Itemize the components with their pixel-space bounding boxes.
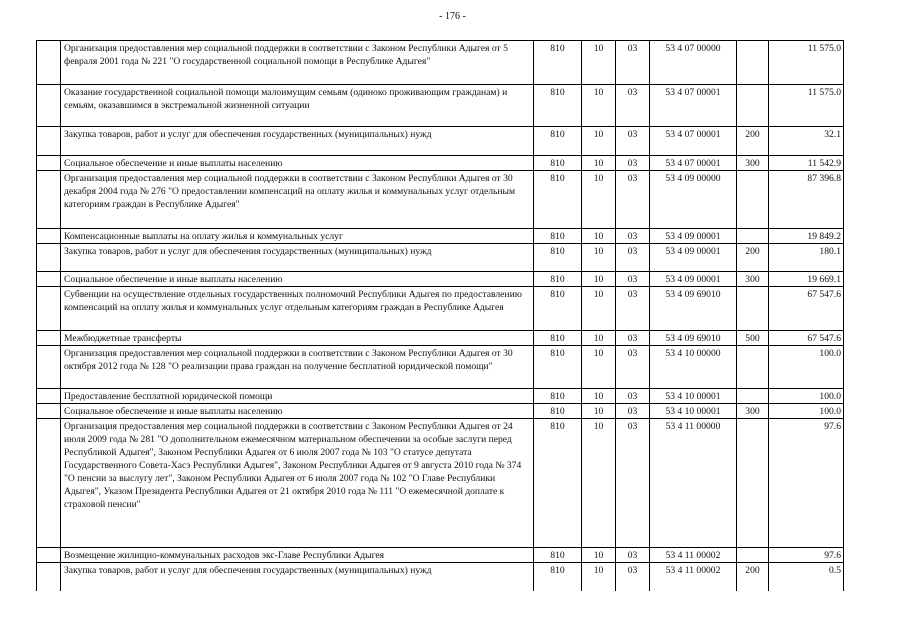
row-csr: 53 4 09 00001	[650, 244, 737, 272]
row-vr: 300	[737, 404, 769, 419]
table-row	[37, 41, 844, 85]
row-vr	[737, 85, 769, 127]
row-ved: 810	[534, 548, 582, 563]
row-vr	[737, 41, 769, 85]
row-name: Закупка товаров, работ и услуг для обеспечения государственных (муниципальных) нужд	[61, 127, 534, 156]
row-rz: 10	[582, 404, 616, 419]
table-row	[37, 229, 844, 244]
row-sum: 0.5	[769, 563, 844, 591]
row-vr	[737, 171, 769, 229]
row-ved: 810	[534, 389, 582, 404]
row-pr: 03	[616, 156, 650, 171]
row-csr: 53 4 10 00001	[650, 404, 737, 419]
row-blank-cell	[37, 41, 61, 85]
row-ved: 810	[534, 127, 582, 156]
row-blank-cell	[37, 127, 61, 156]
row-pr: 03	[616, 272, 650, 287]
row-sum: 97.6	[769, 419, 844, 548]
row-ved: 810	[534, 229, 582, 244]
row-name: Закупка товаров, работ и услуг для обеспечения государственных (муниципальных) нужд	[61, 563, 534, 591]
row-ved: 810	[534, 85, 582, 127]
row-sum: 97.6	[769, 548, 844, 563]
row-sum: 11 575.0	[769, 85, 844, 127]
row-vr: 300	[737, 272, 769, 287]
row-sum: 87 396.8	[769, 171, 844, 229]
row-ved: 810	[534, 419, 582, 548]
row-ved: 810	[534, 287, 582, 331]
row-ved: 810	[534, 563, 582, 591]
row-name: Социальное обеспечение и иные выплаты населению	[61, 404, 534, 419]
row-blank-cell	[37, 171, 61, 229]
row-sum: 19 849.2	[769, 229, 844, 244]
row-name: Межбюджетные трансферты	[61, 331, 534, 346]
row-sum: 180.1	[769, 244, 844, 272]
row-ved: 810	[534, 346, 582, 389]
row-name: Социальное обеспечение и иные выплаты населению	[61, 272, 534, 287]
row-vr: 200	[737, 127, 769, 156]
row-rz: 10	[582, 244, 616, 272]
row-sum: 11 575.0	[769, 41, 844, 85]
row-rz: 10	[582, 229, 616, 244]
row-sum: 32.1	[769, 127, 844, 156]
row-sum: 19 669.1	[769, 272, 844, 287]
row-rz: 10	[582, 171, 616, 229]
row-blank-cell	[37, 404, 61, 419]
row-csr: 53 4 07 00001	[650, 85, 737, 127]
table-row	[37, 404, 844, 419]
row-rz: 10	[582, 563, 616, 591]
row-rz: 10	[582, 419, 616, 548]
row-pr: 03	[616, 287, 650, 331]
row-vr: 500	[737, 331, 769, 346]
row-rz: 10	[582, 389, 616, 404]
row-csr: 53 4 07 00001	[650, 156, 737, 171]
row-sum: 67 547.6	[769, 287, 844, 331]
row-rz: 10	[582, 331, 616, 346]
row-sum: 11 542.9	[769, 156, 844, 171]
row-sum: 100.0	[769, 389, 844, 404]
table-row	[37, 171, 844, 229]
budget-table	[36, 40, 844, 591]
row-pr: 03	[616, 229, 650, 244]
row-csr: 53 4 07 00001	[650, 127, 737, 156]
table-row	[37, 244, 844, 272]
row-sum: 100.0	[769, 346, 844, 389]
row-rz: 10	[582, 272, 616, 287]
row-ved: 810	[534, 41, 582, 85]
row-pr: 03	[616, 41, 650, 85]
row-vr	[737, 389, 769, 404]
table-row	[37, 287, 844, 331]
row-csr: 53 4 10 00001	[650, 389, 737, 404]
row-ved: 810	[534, 156, 582, 171]
row-ved: 810	[534, 244, 582, 272]
row-blank-cell	[37, 156, 61, 171]
row-rz: 10	[582, 287, 616, 331]
row-blank-cell	[37, 346, 61, 389]
row-vr: 200	[737, 244, 769, 272]
row-csr: 53 4 10 00000	[650, 346, 737, 389]
row-ved: 810	[534, 272, 582, 287]
row-vr: 200	[737, 563, 769, 591]
row-vr	[737, 287, 769, 331]
row-name: Организация предоставления мер социальной поддержки в соответствии с Законом Республики Адыгея от 30 декабря 2004 года № 276 "О предоставлении компенсаций на оплату жилья и коммунальных услуг отдельным категориям граждан в Республике Адыгея"	[61, 171, 534, 229]
row-name: Социальное обеспечение и иные выплаты населению	[61, 156, 534, 171]
row-pr: 03	[616, 85, 650, 127]
table-row	[37, 389, 844, 404]
row-blank-cell	[37, 244, 61, 272]
row-rz: 10	[582, 85, 616, 127]
row-blank-cell	[37, 272, 61, 287]
row-csr: 53 4 09 00001	[650, 272, 737, 287]
row-blank-cell	[37, 419, 61, 548]
row-blank-cell	[37, 563, 61, 591]
row-vr	[737, 229, 769, 244]
row-csr: 53 4 09 00001	[650, 229, 737, 244]
row-rz: 10	[582, 548, 616, 563]
row-ved: 810	[534, 331, 582, 346]
row-name: Закупка товаров, работ и услуг для обеспечения государственных (муниципальных) нужд	[61, 244, 534, 272]
row-pr: 03	[616, 389, 650, 404]
row-blank-cell	[37, 85, 61, 127]
row-vr	[737, 346, 769, 389]
row-rz: 10	[582, 127, 616, 156]
table-row	[37, 85, 844, 127]
row-ved: 810	[534, 171, 582, 229]
row-sum: 67 547.6	[769, 331, 844, 346]
row-name: Организация предоставления мер социальной поддержки в соответствии с Законом Республики Адыгея от 24 июля 2009 года № 281 "О дополнительном ежемесячном материальном обеспечении за особые заслуги перед Республикой Адыгея", Законом Республики Адыгея от 6 июля 2007 года № 103 "О статусе депутата Государственного Совета-Хасэ Республики Адыгея", Законом Республики Адыгея от 9 августа 2010 года № 374 "О пенсии за выслугу лет", Законом Республики Адыгея от 6 июля 2007 года № 102 "О Главе Республики Адыгея", Указом Президента Республики Адыгея от 21 октября 2010 года № 111 "О ежемесячной доплате к страховой пенсии"	[61, 419, 534, 548]
row-pr: 03	[616, 127, 650, 156]
table-row	[37, 156, 844, 171]
row-ved: 810	[534, 404, 582, 419]
table-row	[37, 419, 844, 548]
row-csr: 53 4 11 00002	[650, 563, 737, 591]
row-vr: 300	[737, 156, 769, 171]
table-row	[37, 548, 844, 563]
row-name: Предоставление бесплатной юридической помощи	[61, 389, 534, 404]
row-csr: 53 4 11 00002	[650, 548, 737, 563]
page-number: - 176 -	[439, 11, 466, 22]
row-sum: 100.0	[769, 404, 844, 419]
row-pr: 03	[616, 563, 650, 591]
row-blank-cell	[37, 548, 61, 563]
row-blank-cell	[37, 331, 61, 346]
table-row	[37, 331, 844, 346]
row-blank-cell	[37, 229, 61, 244]
row-pr: 03	[616, 331, 650, 346]
row-name: Возмещение жилищно-коммунальных расходов экс-Главе Республики Адыгея	[61, 548, 534, 563]
row-pr: 03	[616, 244, 650, 272]
row-csr: 53 4 07 00000	[650, 41, 737, 85]
row-rz: 10	[582, 41, 616, 85]
table-row	[37, 272, 844, 287]
row-pr: 03	[616, 548, 650, 563]
row-vr	[737, 419, 769, 548]
row-rz: 10	[582, 346, 616, 389]
row-pr: 03	[616, 419, 650, 548]
table-row	[37, 127, 844, 156]
row-name: Организация предоставления мер социальной поддержки в соответствии с Законом Республики Адыгея от 5 февраля 2001 года № 221 "О государственной социальной помощи в Республике Адыгея"	[61, 41, 534, 85]
row-name: Компенсационные выплаты на оплату жилья и коммунальных услуг	[61, 229, 534, 244]
table-row	[37, 346, 844, 389]
row-pr: 03	[616, 346, 650, 389]
row-name: Оказание государственной социальной помощи малоимущим семьям (одиноко проживающим гражданам) и семьям, оказавшимся в экстремальной жизненной ситуации	[61, 85, 534, 127]
row-pr: 03	[616, 404, 650, 419]
row-rz: 10	[582, 156, 616, 171]
table-row	[37, 563, 844, 591]
row-name: Субвенции на осуществление отдельных государственных полномочий Республики Адыгея по предоставлению компенсаций на оплату жилья и коммунальных услуг отдельным категориям граждан в Республике Адыгея	[61, 287, 534, 331]
row-csr: 53 4 09 00000	[650, 171, 737, 229]
row-pr: 03	[616, 171, 650, 229]
row-blank-cell	[37, 287, 61, 331]
row-vr	[737, 548, 769, 563]
row-csr: 53 4 11 00000	[650, 419, 737, 548]
row-name: Организация предоставления мер социальной поддержки в соответствии с Законом Республики Адыгея от 30 октября 2012 года № 128 "О реализации права граждан на получение бесплатной юридической помощи"	[61, 346, 534, 389]
row-blank-cell	[37, 389, 61, 404]
row-csr: 53 4 09 69010	[650, 287, 737, 331]
row-csr: 53 4 09 69010	[650, 331, 737, 346]
